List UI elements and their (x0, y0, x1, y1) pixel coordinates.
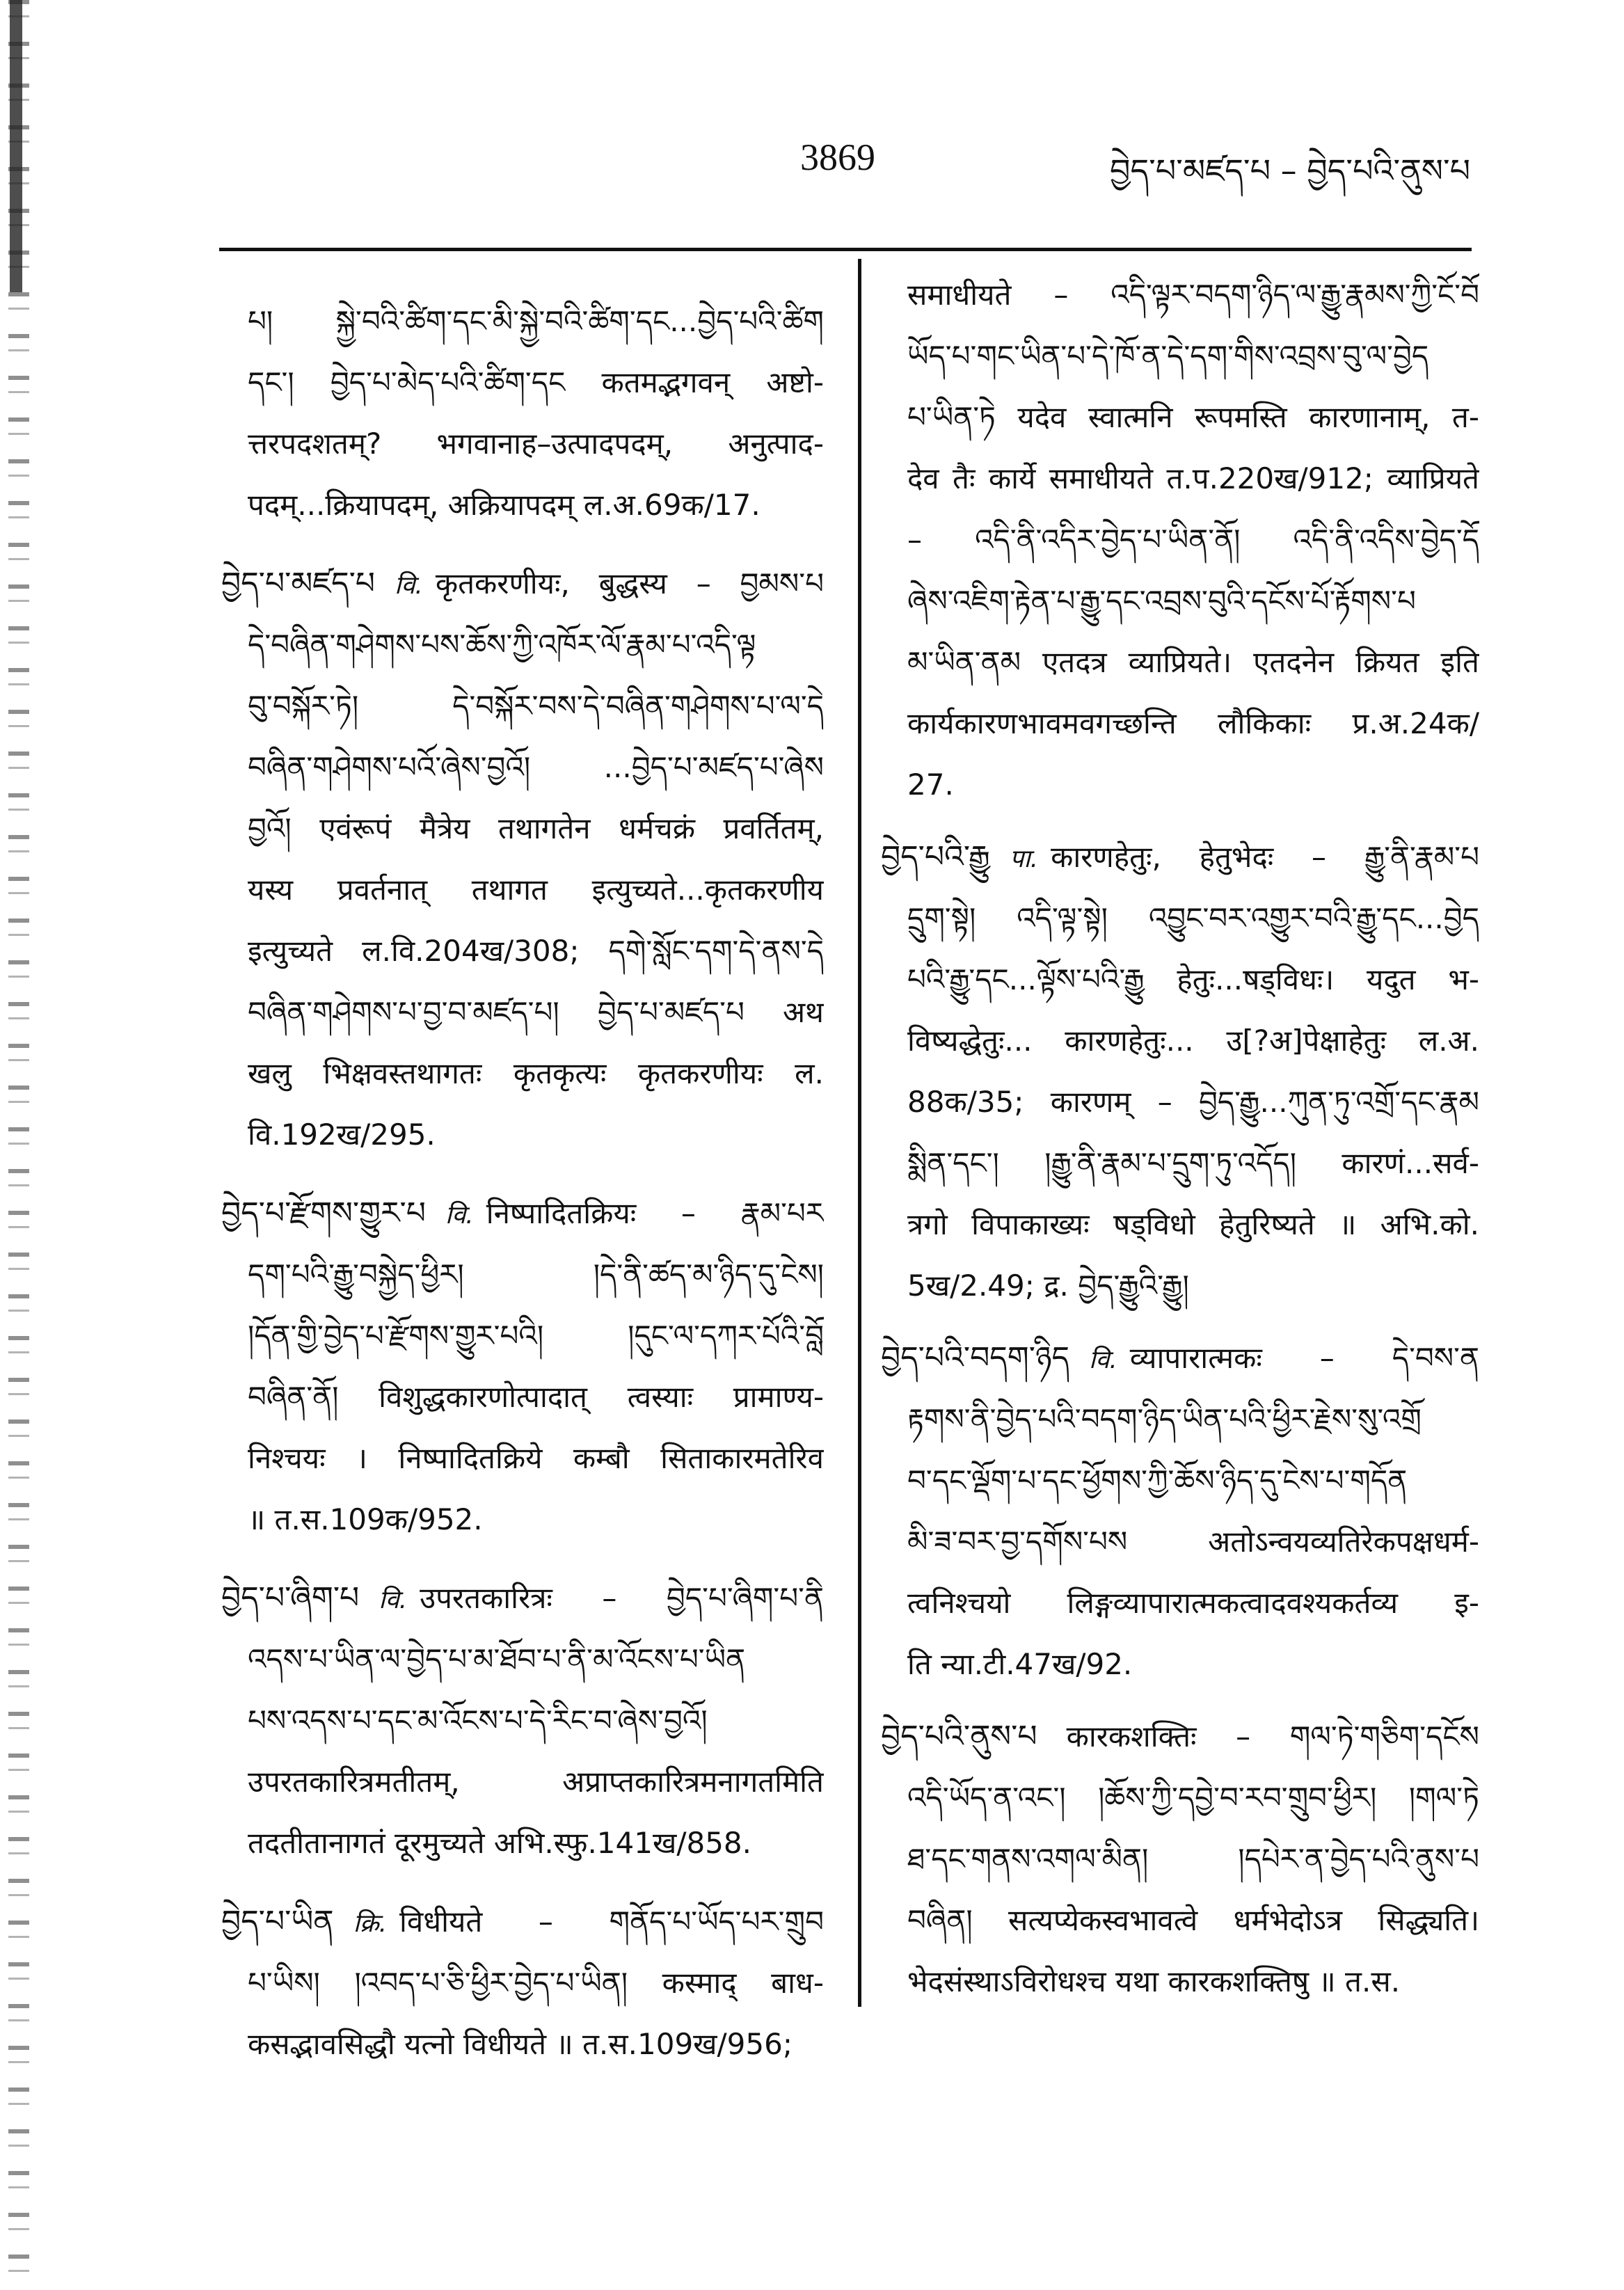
headword: བྱེད་པའི་ནུས་པ (881, 1719, 1037, 1754)
entry-line: उपरतकारित्रमतीतम्, अप्राप्तकारित्रमनागतमिति (248, 1765, 824, 1799)
dictionary-entry (221, 1891, 824, 2075)
right-column (881, 264, 1479, 2023)
entry-line: བཞིན། सत्यप्येकस्वभावत्वे धर्मभेदोऽत्र सिद्ध्यति। (907, 1903, 1479, 1937)
grammar-label: क्रि. (353, 1909, 388, 1938)
entry-first-line (881, 1706, 1479, 1767)
grammar-label: वि. (379, 1586, 408, 1614)
headword: བྱེད་པ་རྫོགས་གྱུར་པ (221, 1195, 426, 1231)
entry-text: कृतकरणीयः, बुद्धस्य – བྱམས་པ (435, 566, 824, 601)
headword: བྱེད་པའི་བདག་ཉིད (881, 1340, 1069, 1376)
entry-first-line (221, 1891, 824, 1953)
entry-line: སྨིན་དང་། །རྒྱུ་ནི་རྣམ་པ་དྲུག་ཏུ་འདོད། कारणं...सर्व- (907, 1146, 1479, 1180)
header-rule (219, 248, 1472, 251)
dictionary-entry (881, 1706, 1479, 2012)
entry-first-line (881, 827, 1479, 888)
entry-line: དང་། བྱེད་པ་མེད་པའི་ཚིག་དང कतमद्भगवन् अष्टो- (248, 365, 824, 399)
entry-continuation (881, 264, 1479, 816)
entry-line: ཞེས་འཇིག་རྟེན་པ་རྒྱུ་དང་འབྲས་བུའི་དངོས་པོ་རྟོགས་པ (907, 584, 1416, 618)
scan-edge-shadow (8, 0, 29, 2290)
dictionary-entry (881, 827, 1479, 1317)
running-head: བྱེད་པ་མཛད་པ – བྱེད་པའི་ནུས་པ (1110, 152, 1471, 189)
entry-line: བྱའོ། एवंरूपं मैत्रेय तथागतेन धर्मचक्रं प्रवर्तितम्, (248, 811, 824, 845)
entry-line: कार्यकारणभावमवगच्छन्ति लौकिकाः प्र.अ.24क/ (907, 706, 1479, 740)
entry-line: མི་ཟ་བར་བྱ་དགོས་པས अतोऽन्वयव्यतिरेकपक्षधर्म- (907, 1525, 1479, 1559)
entry-line: भेदसंस्थाऽविरोधश्च यथा कारकशक्तिषु ॥ त.स. (907, 1964, 1401, 1998)
entry-line: खलु भिक्षवस्तथागतः कृतकृत्यः कृतकरणीयः ल. (248, 1056, 824, 1090)
entry-line: विष्यद्धेतुः... कारणहेतुः... उ[?अ]पेक्षाहेतुः ल.अ. (907, 1024, 1479, 1058)
dictionary-entry (221, 553, 824, 1166)
entry-line: वि.192ख/295. (248, 1118, 436, 1152)
entry-text: निष्पादितक्रियः – རྣམ་པར (486, 1196, 824, 1230)
entry-line: བཞིན་གཤེགས་པའོ་ཞེས་བྱའོ། ...བྱེད་པ་མཛད་པ་ཞེས (248, 750, 824, 784)
entry-line: ति न्या.टी.47ख/92. (907, 1647, 1133, 1681)
grammar-label: वि. (395, 571, 423, 600)
headword: བྱེད་པའི་རྒྱུ (881, 839, 990, 875)
entry-text: समाधीयते – འདི་ལྟར་བདག་ཉིད་ལ་རྒྱུ་རྣམས་ཀྱི་ངོ་བོ (907, 278, 1479, 312)
entry-line: त्तरपदशतम्? भगवानाह–उत्पादपदम्, अनुत्पाद- (248, 427, 824, 461)
entry-line: तदतीतानागतं दूरमुच्यते अभि.स्फु.141ख/858. (248, 1826, 751, 1860)
entry-line: इत्युच्यते ल.वि.204ख/308; དགེ་སློང་དག་དེ་ནས་དེ (248, 934, 824, 968)
scan-edge-dark-strip (10, 0, 22, 292)
entry-line: 88क/35; कारणम् – བྱེད་རྒྱུ...ཀུན་ཏུ་འགྲོ་དང་རྣམ (907, 1085, 1479, 1119)
entry-line: བཞིན་གཤེགས་པ་བྱ་བ་མཛད་པ། བྱེད་པ་མཛད་པ अथ (248, 995, 824, 1029)
entry-first-line (221, 1568, 824, 1629)
entry-line: འདས་པ་ཡིན་ལ་བྱེད་པ་མ་ཐོབ་པ་ནི་མ་འོངས་པ་ཡིན (248, 1642, 746, 1676)
entry-line: བ་དང་ལྡོག་པ་དང་ཕྱོགས་ཀྱི་ཆོས་ཉིད་དུ་ངེས་པ་གདོན (907, 1463, 1408, 1497)
column-divider (858, 259, 861, 2007)
entry-line: यस्य प्रवर्तनात् तथागत इत्युच्यते...कृतकरणीय (248, 873, 824, 907)
entry-first-line (221, 291, 824, 352)
entry-line: བུ་བསྐོར་ཏེ། དེ་བསྐོར་བས་དེ་བཞིན་གཤེགས་པ་ལ་དེ (248, 689, 824, 723)
entry-first-line (881, 264, 1479, 326)
entry-line: དྲུག་སྟེ། འདི་ལྟ་སྟེ། འབྱུང་བར་འགྱུར་བའི་རྒྱུ་དང...བྱེད (907, 901, 1479, 935)
entry-line: མ་ཡིན་ནམ एतदत्र व्याप्रियते। एतदनेन क्रियत इति (907, 645, 1479, 679)
grammar-label: वि. (445, 1201, 474, 1230)
headword: བྱེད་པ་མཛད་པ (221, 566, 376, 601)
entry-line: कसद्भावसिद्धौ यत्नो विधीयते ॥ त.स.109ख/956; (248, 2027, 793, 2061)
entry-line: །དོན་གྱི་བྱེད་པ་རྫོགས་གྱུར་པའི། །དུང་ལ་དཀར་པོའི་བློ (248, 1319, 824, 1353)
grammar-label: पा. (1009, 845, 1039, 873)
entry-text: कारणहेतुः, हेतुभेदः – རྒྱུ་ནི་རྣམ་པ (1051, 840, 1479, 874)
entry-line: ॥ त.स.109क/952. (248, 1502, 483, 1536)
headword: བྱེད་པ་ཡིན (221, 1904, 334, 1939)
entry-line: པ་ཡིན་ཏེ यदेव स्वात्मनि रूपमस्ति कारणानाम्, त- (907, 400, 1479, 434)
entry-text: व्यापारात्मकः – དེ་བས་ན (1129, 1341, 1479, 1375)
entry-line: – འདི་ནི་འདིར་བྱེད་པ་ཡིན་ནོ། འདི་ནི་འདིས་བྱེད་དོ (907, 523, 1479, 557)
dictionary-entry (221, 1568, 824, 1874)
entry-text: उपरतकारित्रः – བྱེད་པ་ཞིག་པ་ནི (420, 1581, 824, 1615)
entry-line: 27. (907, 768, 954, 802)
entry-line: ཡོད་པ་གང་ཡིན་པ་དེ་ཁོ་ན་དེ་དག་གིས་འབྲས་བུ་ལ་བྱེད (907, 339, 1429, 373)
entry-line: རྟགས་ནི་བྱེད་པའི་བདག་ཉིད་ཡིན་པའི་ཕྱིར་རྗེས་སུ་འགྲོ (907, 1402, 1422, 1436)
entry-line: 5ख/2.49; द्र. བྱེད་རྒྱུའི་རྒྱུ། (907, 1269, 1189, 1303)
dictionary-entry (221, 1183, 824, 1550)
page-number: 3869 (800, 136, 875, 178)
entry-line: འདི་ཡོད་ན་འང་། །ཆོས་ཀྱི་དབྱེ་བ་རབ་གྲུབ་ཕྱིར། །གལ་ཏེ (907, 1781, 1479, 1815)
headword: བྱེད་པ་ཞིག་པ (221, 1580, 360, 1616)
entry-text: विधीयते – གནོད་པ་ཡོད་པར་གྲུབ (399, 1905, 824, 1939)
entry-line: དག་པའི་རྒྱུ་བསྐྱེད་ཕྱིར། །དེ་ནི་ཚད་མ་ཉིད་དུ་ངེས། (248, 1257, 824, 1291)
entry-line: པས་འདས་པ་དང་མ་འོངས་པ་དེ་རིང་བ་ཞེས་བྱའོ། (248, 1703, 708, 1738)
entry-text: कारकशक्तिः – གལ་ཏེ་གཅིག་དངོས (1066, 1719, 1479, 1754)
entry-continuation (221, 291, 824, 536)
entry-line: པའི་རྒྱུ་དང...ལྟོས་པའི་རྒྱུ हेतुः...षड्विधः। यदुत भ- (907, 962, 1479, 996)
entry-first-line (221, 553, 824, 614)
entry-line: བཞིན་ནོ། विशुद्धकारणोत्पादात् त्वस्याः प्रामाण्य- (248, 1380, 824, 1414)
entry-line: त्रगो विपाकाख्यः षड्विधो हेतुरिष्यते ॥ अभि.को. (907, 1207, 1479, 1241)
entry-line: पदम्...क्रियापदम्, अक्रियापदम् ल.अ.69क/17. (248, 488, 761, 522)
dictionary-entry (881, 1328, 1479, 1695)
grammar-label: वि. (1089, 1346, 1117, 1374)
left-column (221, 291, 824, 2092)
entry-first-line (221, 1183, 824, 1244)
entry-line: निश्चयः । निष्पादितक्रिये कम्बौ सिताकारमतेरिव (248, 1441, 824, 1475)
entry-line: དེ་བཞིན་གཤེགས་པས་ཆོས་ཀྱི་འཁོར་ལོ་རྣམ་པ་འདི་ལྟ (248, 628, 756, 662)
entry-line: ཐ་དང་གནས་འགལ་མིན། །དཔེར་ན་བྱེད་པའི་ནུས་པ (907, 1842, 1479, 1876)
entry-line: པ་ཡིས། །འབད་པ་ཅི་ཕྱིར་བྱེད་པ་ཡིན། कस्माद् बाध- (248, 1966, 824, 2000)
entry-line: देव तैः कार्ये समाधीयते त.प.220ख/912; व्याप्रियते (907, 461, 1479, 495)
entry-line: त्वनिश्चयो लिङ्गव्यापारात्मकत्वादवश्यकर्तव्य इ- (907, 1586, 1479, 1620)
entry-text: པ། སྐྱེ་བའི་ཚིག་དང་མི་སྐྱེ་བའི་ཚིག་དང...བྱེད་པའི་ཚིག (248, 304, 824, 338)
entry-first-line (881, 1328, 1479, 1389)
